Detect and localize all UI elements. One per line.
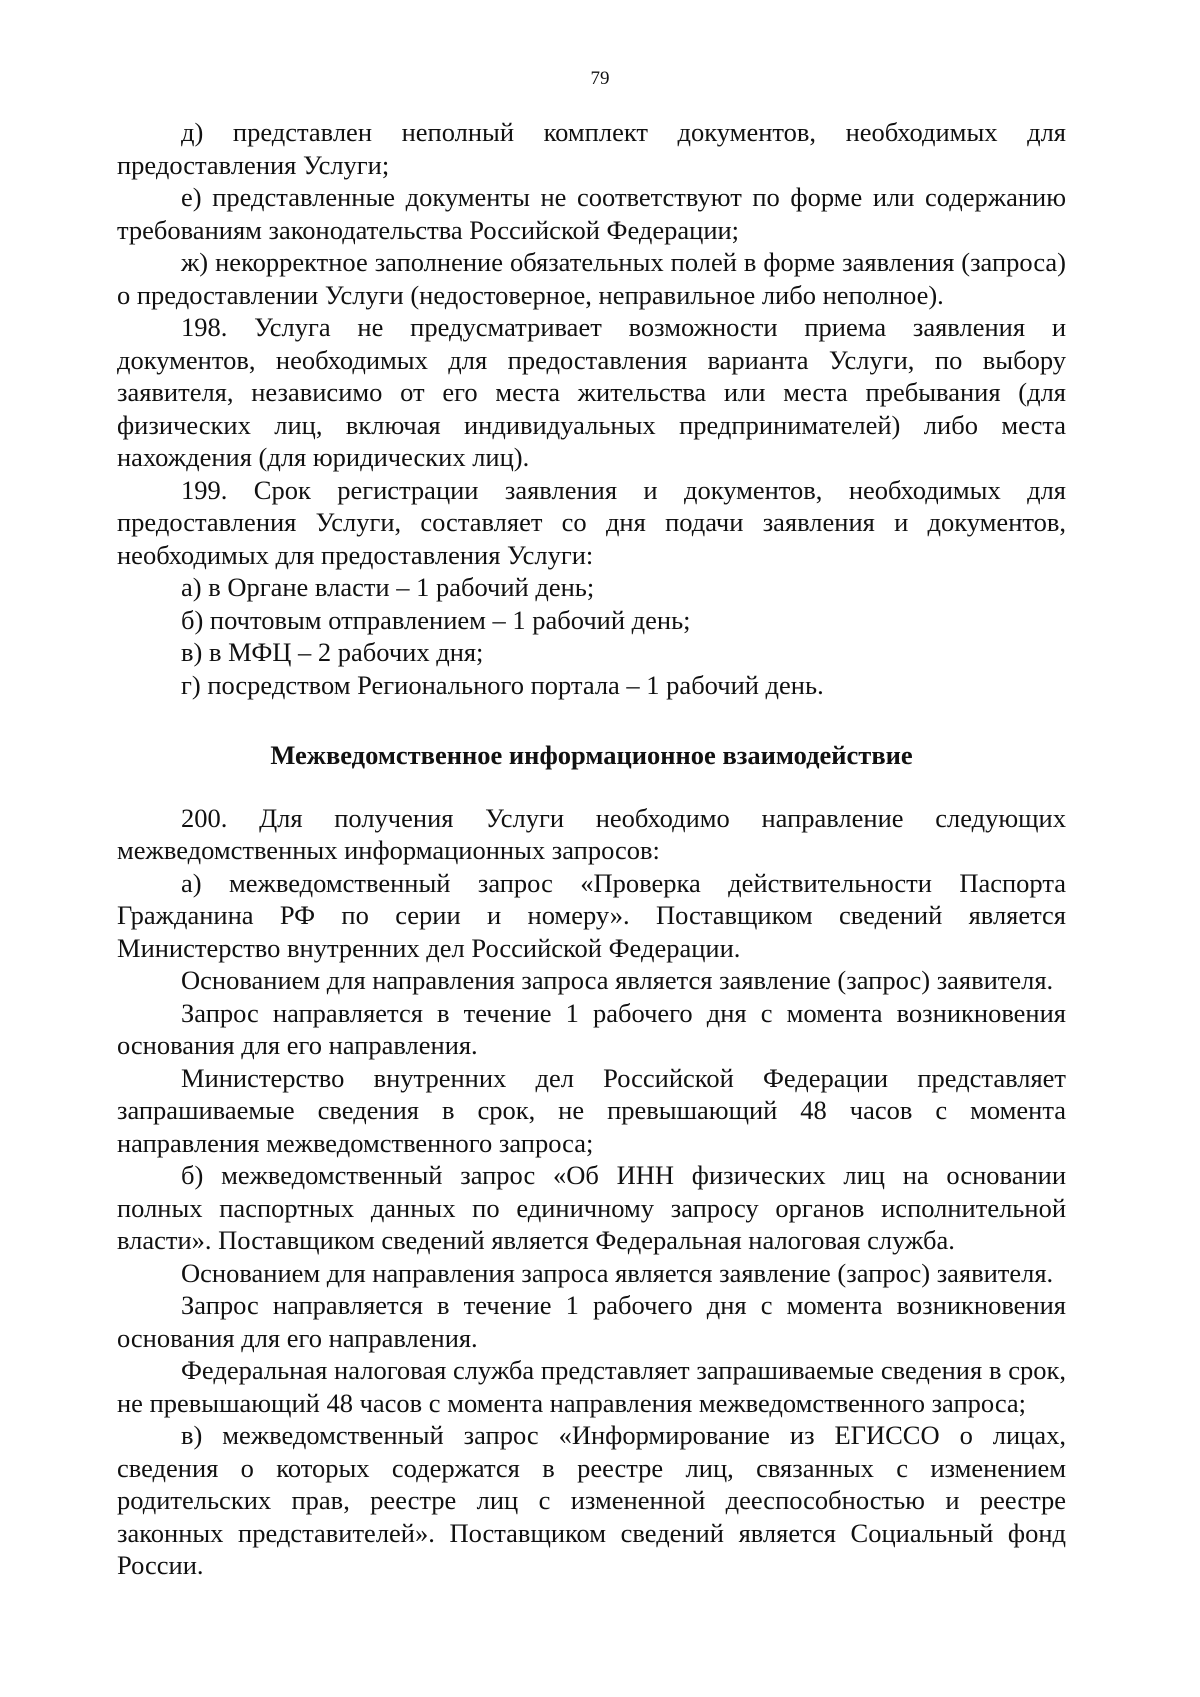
section-spacer bbox=[117, 701, 1066, 739]
paragraph-198: 198. Услуга не предусматривает возможности приема заявления и документов, необходимых для предоставления варианта Услуги, по выбору заявителя, независимо от его места жительства или места пребывания (для физических лиц, включая индивидуальных предпринимателей) либо места нахождения (для юридических лиц). bbox=[117, 312, 1066, 472]
heading-spacer bbox=[117, 772, 1066, 802]
paragraph-199: 199. Срок регистрации заявления и документов, необходимых для предоставления Услуги, составляет со дня подачи заявления и документов, необходимых для предоставления Услуги: bbox=[117, 474, 1066, 570]
request-a-response: Министерство внутренних дел Российской Федерации представляет запрашиваемые сведения в срок, не превышающий 48 часов с момента направления межведомственного запроса; bbox=[117, 1062, 1066, 1158]
request-b-basis: Основанием для направления запроса является заявление (запрос) заявителя. bbox=[181, 1257, 1054, 1288]
list-item-g: г) посредством Регионального портала – 1 рабочий день. bbox=[181, 669, 824, 700]
request-v: в) межведомственный запрос «Информирование из ЕГИССО о лицах, сведения о которых содержатся в реестре лиц, связанных с изменением родительских прав, реестре лиц с измененной дееспособностью и реестре законных представителей». Поставщиком сведений является Социальный фонд России. bbox=[117, 1420, 1066, 1580]
request-b: б) межведомственный запрос «Об ИНН физических лиц на основании полных паспортных данных по единичному запросу органов исполнительной власти». Поставщиком сведений является Федеральная налоговая служба. bbox=[117, 1160, 1066, 1255]
paragraph-item-d: д) представлен неполный комплект документов, необходимых для предоставления Услуги; bbox=[117, 117, 1066, 180]
document-body bbox=[117, 116, 1066, 1582]
paragraph-200: 200. Для получения Услуги необходимо направление следующих межведомственных информационных запросов: bbox=[117, 802, 1066, 865]
request-b-response: Федеральная налоговая служба представляет запрашиваемые сведения в срок, не превышающий 48 часов с момента направления межведомственного запроса; bbox=[117, 1355, 1066, 1418]
paragraph-item-zh: ж) некорректное заполнение обязательных полей в форме заявления (запроса) о предоставлении Услуги (недостоверное, неправильное либо неполное). bbox=[117, 247, 1066, 310]
list-item-b: б) почтовым отправлением – 1 рабочий день; bbox=[181, 604, 691, 635]
request-b-timing: Запрос направляется в течение 1 рабочего дня с момента возникновения основания для его направления. bbox=[117, 1290, 1066, 1353]
list-item-a: а) в Органе власти – 1 рабочий день; bbox=[181, 572, 595, 602]
request-a: а) межведомственный запрос «Проверка действительности Паспорта Гражданина РФ по серии и номеру». Поставщиком сведений является Министерство внутренних дел Российской Федерации. bbox=[117, 867, 1066, 963]
request-a-basis: Основанием для направления запроса является заявление (запрос) заявителя. bbox=[181, 965, 1054, 995]
list-item-v: в) в МФЦ – 2 рабочих дня; bbox=[181, 637, 484, 667]
section-heading: Межведомственное информационное взаимодействие bbox=[270, 740, 913, 770]
page-number: 79 bbox=[590, 68, 610, 89]
paragraph-item-e: е) представленные документы не соответствуют по форме или содержанию требованиям законодательства Российской Федерации; bbox=[117, 182, 1066, 245]
request-a-timing: Запрос направляется в течение 1 рабочего дня с момента возникновения основания для его направления. bbox=[117, 997, 1066, 1060]
